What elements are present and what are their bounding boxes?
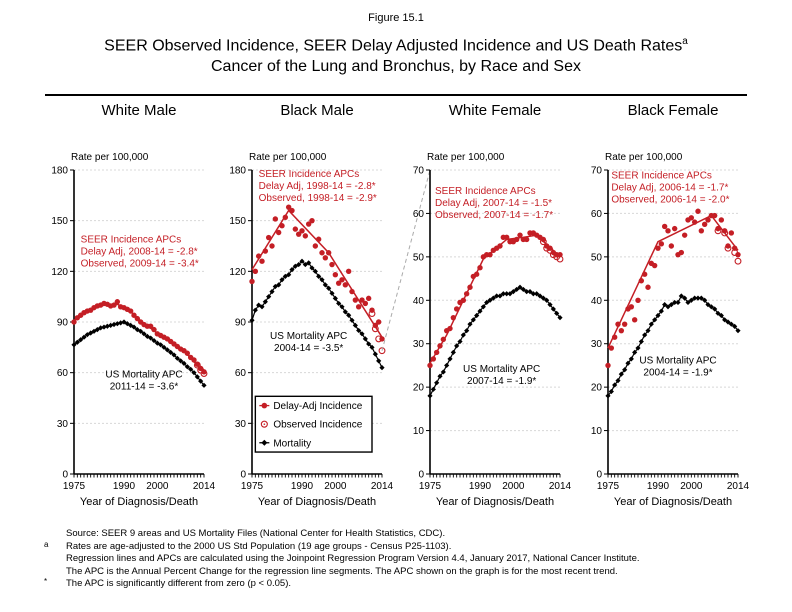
x-tick-label: 2014	[370, 481, 394, 492]
chart-white-female	[392, 122, 570, 522]
x-tick-label: 2000	[502, 481, 525, 492]
legend-item-label: Observed Incidence	[273, 419, 363, 431]
panel-title: Black Female	[627, 102, 719, 119]
data-point-delay-adj	[293, 226, 298, 231]
data-point-delay-adj	[705, 217, 710, 222]
footnote-marker: a	[44, 539, 49, 549]
y-axis-title: Rate per 100,000	[427, 152, 505, 163]
data-point-delay-adj	[273, 216, 278, 221]
y-tick-label: 40	[412, 295, 424, 307]
x-tick-label: 1975	[418, 481, 442, 492]
y-tick-label: 70	[590, 165, 602, 177]
data-point-delay-adj	[256, 253, 261, 258]
data-point-delay-adj	[547, 245, 552, 250]
annotation-incidence: SEER Incidence APCs	[80, 234, 182, 246]
data-point-delay-adj	[497, 243, 502, 248]
data-point-delay-adj	[692, 219, 697, 224]
annotation-incidence: Observed, 1998-14 = -2.9*	[258, 192, 377, 204]
data-point-delay-adj	[514, 237, 519, 242]
x-axis-title: Year of Diagnosis/Death	[435, 496, 555, 508]
x-tick-label: 1990	[468, 481, 492, 492]
data-point-delay-adj	[363, 301, 368, 306]
data-point-delay-adj	[266, 235, 271, 240]
data-point-delay-adj	[303, 233, 308, 238]
data-point-mortality	[427, 393, 432, 398]
data-point-delay-adj	[369, 307, 374, 312]
data-point-delay-adj	[689, 215, 694, 220]
annotation-mortality: US Mortality APC	[105, 369, 183, 381]
data-point-delay-adj	[191, 357, 196, 362]
footnote-apc	[44, 566, 774, 579]
data-point-delay-adj	[612, 335, 617, 340]
data-point-delay-adj	[185, 351, 190, 356]
x-tick-label: 2000	[146, 481, 169, 492]
data-point-delay-adj	[323, 255, 328, 260]
annotation-mortality: 2007-14 = -1.9*	[467, 375, 537, 387]
x-tick-label: 2000	[324, 481, 347, 492]
data-point-delay-adj	[477, 265, 482, 270]
x-tick-label: 1975	[596, 481, 620, 492]
data-point-delay-adj	[379, 336, 384, 341]
data-point-delay-adj	[454, 306, 459, 311]
x-tick-label: 1990	[112, 481, 136, 492]
legend-item-label: Delay-Adj Incidence	[273, 401, 363, 413]
annotation-incidence: Observed, 2009-14 = -3.4*	[80, 258, 199, 270]
data-point-delay-adj	[376, 319, 381, 324]
data-point-delay-adj	[279, 223, 284, 228]
data-point-delay-adj	[249, 279, 254, 284]
y-axis-title: Rate per 100,000	[71, 152, 149, 163]
data-point-delay-adj	[722, 228, 727, 233]
y-tick-label: 60	[412, 208, 424, 220]
figure-label: Figure 15.1	[368, 12, 424, 24]
title-divider-rule	[45, 94, 747, 96]
annotation-mortality: 2011-14 = -3.6*	[109, 381, 179, 393]
panel-black-male	[214, 100, 392, 525]
page-title-line2: Cancer of the Lung and Bronchus, by Race and Sex	[210, 58, 581, 75]
data-point-delay-adj	[695, 209, 700, 214]
data-point-delay-adj	[128, 308, 133, 313]
y-tick-label: 0	[62, 469, 68, 481]
y-tick-label: 150	[51, 216, 68, 228]
data-point-mortality	[373, 351, 378, 356]
legend-open-circle-dot	[264, 423, 266, 425]
footnote-text: Rates are age-adjusted to the 2000 US Std Population (19 age groups - Census P25-1103).	[66, 540, 452, 552]
panel-white-female	[392, 100, 570, 525]
data-point-delay-adj	[343, 282, 348, 287]
data-point-delay-adj	[313, 243, 318, 248]
annotation-mortality: 2004-14 = -3.5*	[274, 342, 344, 354]
data-point-delay-adj	[349, 289, 354, 294]
data-point-mortality	[434, 380, 439, 385]
footnote-text: The APC is significantly different from zero (p < 0.05).	[66, 578, 292, 589]
annotation-incidence: Observed, 2007-14 = -1.7*	[435, 209, 554, 221]
y-tick-label: 20	[590, 382, 602, 394]
data-point-delay-adj	[276, 230, 281, 235]
x-tick-label: 1990	[646, 481, 670, 492]
charts-row	[36, 100, 756, 525]
data-point-delay-adj	[669, 243, 674, 248]
y-tick-label: 30	[56, 418, 68, 430]
data-point-delay-adj	[269, 243, 274, 248]
data-point-delay-adj	[679, 250, 684, 255]
data-point-delay-adj	[437, 343, 442, 348]
y-tick-label: 10	[412, 426, 424, 438]
panel-black-female	[570, 100, 748, 525]
y-tick-label: 30	[590, 339, 602, 351]
y-tick-label: 50	[412, 252, 424, 264]
y-tick-label: 90	[234, 317, 246, 329]
footnote-regression	[44, 553, 774, 566]
annotation-mortality: US Mortality APC	[639, 355, 717, 367]
data-point-delay-adj	[517, 232, 522, 237]
data-point-delay-adj	[729, 230, 734, 235]
data-point-delay-adj	[665, 228, 670, 233]
data-point-delay-adj	[524, 237, 529, 242]
y-tick-label: 120	[51, 266, 68, 278]
data-point-delay-adj	[451, 315, 456, 320]
data-point-delay-adj	[427, 363, 432, 368]
panel-title: White Female	[448, 102, 542, 119]
y-tick-label: 60	[590, 208, 602, 220]
annotation-mortality: 2004-14 = -1.9*	[643, 367, 713, 379]
data-point-delay-adj	[712, 213, 717, 218]
y-tick-label: 180	[51, 165, 68, 177]
data-point-delay-adj	[467, 285, 472, 290]
data-point-delay-adj	[719, 217, 724, 222]
x-tick-label: 2014	[548, 481, 572, 492]
data-point-delay-adj	[461, 298, 466, 303]
title-text: SEER Observed Incidence, SEER Delay Adjusted Incidence and US Death Rates	[104, 37, 683, 55]
data-point-delay-adj	[329, 262, 334, 267]
annotation-incidence: Delay Adj, 2007-14 = -1.5*	[435, 197, 553, 209]
data-point-delay-adj	[339, 277, 344, 282]
chart-black-female	[570, 122, 748, 522]
annotation-mortality: US Mortality APC	[270, 330, 348, 342]
data-point-mortality	[447, 356, 452, 361]
chart-white-male	[36, 122, 214, 522]
footnote-marker	[44, 526, 66, 539]
data-point-delay-adj	[504, 235, 509, 240]
data-point-delay-adj	[464, 291, 469, 296]
x-axis-title: Year of Diagnosis/Death	[257, 496, 377, 508]
data-point-delay-adj	[655, 245, 660, 250]
data-point-delay-adj	[541, 237, 546, 242]
data-point-delay-adj	[615, 321, 620, 326]
data-point-delay-adj	[333, 272, 338, 277]
y-tick-label: 0	[240, 469, 246, 481]
data-point-delay-adj	[645, 285, 650, 290]
y-tick-label: 40	[590, 295, 602, 307]
data-point-delay-adj	[316, 237, 321, 242]
data-point-delay-adj	[662, 224, 667, 229]
data-point-delay-adj	[441, 337, 446, 342]
page-title-line1	[0, 36, 792, 55]
y-tick-label: 30	[412, 339, 424, 351]
legend-item-label: Mortality	[273, 438, 312, 450]
y-tick-label: 30	[234, 418, 246, 430]
data-point-delay-adj	[629, 304, 634, 309]
panel-title: Black Male	[280, 102, 354, 119]
data-point-mortality	[639, 339, 644, 344]
data-point-delay-adj	[115, 299, 120, 304]
y-tick-label: 0	[596, 469, 602, 481]
panel-title: White Male	[101, 102, 177, 119]
data-point-delay-adj	[299, 228, 304, 233]
data-point-delay-adj	[715, 226, 720, 231]
data-point-delay-adj	[253, 269, 258, 274]
annotation-mortality: US Mortality APC	[463, 363, 541, 375]
y-tick-label: 10	[590, 426, 602, 438]
title-footnote-marker: a	[682, 36, 688, 47]
y-axis-title: Rate per 100,000	[249, 152, 327, 163]
data-point-delay-adj	[346, 269, 351, 274]
y-tick-label: 120	[229, 266, 246, 278]
y-tick-label: 90	[56, 317, 68, 329]
footnote-marker: *	[44, 577, 48, 586]
y-tick-label: 60	[234, 368, 246, 380]
data-point-delay-adj	[732, 245, 737, 250]
y-tick-label: 0	[418, 469, 424, 481]
data-point-delay-adj	[71, 319, 76, 324]
data-point-delay-adj	[283, 215, 288, 220]
y-tick-label: 20	[412, 382, 424, 394]
x-axis-title: Year of Diagnosis/Death	[79, 496, 199, 508]
footnote-significance	[44, 578, 774, 591]
data-point-delay-adj	[652, 263, 657, 268]
y-tick-label: 50	[590, 252, 602, 264]
data-point-delay-adj	[356, 304, 361, 309]
chart-black-male	[214, 122, 392, 522]
y-tick-label: 60	[56, 368, 68, 380]
data-point-delay-adj	[619, 328, 624, 333]
data-point-delay-adj	[474, 272, 479, 277]
y-tick-label: 150	[229, 216, 246, 228]
regression-line	[608, 216, 738, 348]
x-axis-title: Year of Diagnosis/Death	[613, 496, 733, 508]
data-point-delay-adj	[725, 243, 730, 248]
data-point-delay-adj	[605, 363, 610, 368]
footnote-text: Regression lines and APCs are calculated using the Joinpoint Regression Program Version 4.4, January 2017, National Cancer Institute.	[66, 553, 640, 564]
footnote-marker	[44, 564, 66, 577]
legend-filled-circle-icon	[262, 403, 268, 409]
panel-white-male	[36, 100, 214, 525]
data-point-delay-adj	[447, 326, 452, 331]
x-tick-label: 2014	[192, 481, 216, 492]
annotation-incidence: SEER Incidence APCs	[258, 168, 360, 180]
data-point-delay-adj	[609, 345, 614, 350]
data-point-mortality	[451, 350, 456, 355]
x-tick-label: 2014	[726, 481, 750, 492]
data-point-delay-adj	[672, 226, 677, 231]
data-point-delay-adj	[639, 278, 644, 283]
data-point-delay-adj	[434, 350, 439, 355]
data-point-delay-adj	[735, 252, 740, 257]
data-point-delay-adj	[702, 222, 707, 227]
y-axis-title: Rate per 100,000	[605, 152, 683, 163]
annotation-incidence: Delay Adj, 1998-14 = -2.8*	[258, 180, 376, 192]
x-tick-label: 2000	[680, 481, 703, 492]
data-point-delay-adj	[151, 327, 156, 332]
annotation-incidence: Delay Adj, 2008-14 = -2.8*	[80, 246, 198, 258]
data-point-mortality	[376, 358, 381, 363]
annotation-incidence: Observed, 2006-14 = -2.0*	[611, 194, 730, 206]
data-point-mortality	[379, 365, 384, 370]
data-point-delay-adj	[309, 218, 314, 223]
data-point-delay-adj	[289, 208, 294, 213]
data-point-mortality	[444, 363, 449, 368]
data-point-observed	[735, 258, 741, 264]
data-point-delay-adj	[699, 228, 704, 233]
data-point-delay-adj	[353, 297, 358, 302]
data-point-delay-adj	[487, 252, 492, 257]
annotation-incidence: SEER Incidence APCs	[611, 170, 712, 182]
annotation-incidence: Delay Adj, 2006-14 = -1.7*	[611, 182, 729, 194]
footnote-text: Source: SEER 9 areas and US Mortality Files (National Center for Health Statistics, CDC).	[66, 528, 446, 539]
data-point-delay-adj	[201, 369, 206, 374]
data-point-delay-adj	[642, 272, 647, 277]
y-tick-label: 180	[229, 165, 246, 177]
data-point-delay-adj	[659, 241, 664, 246]
x-tick-label: 1975	[240, 481, 264, 492]
data-point-delay-adj	[635, 298, 640, 303]
footnote-marker	[44, 551, 66, 564]
footnote-text: The APC is the Annual Percent Change for the regression line segments. The APC shown on the graph is for the most recent trend.	[66, 565, 618, 577]
data-point-delay-adj	[622, 321, 627, 326]
data-point-delay-adj	[682, 232, 687, 237]
data-point-delay-adj	[263, 248, 268, 253]
x-tick-label: 1975	[62, 481, 86, 492]
x-tick-label: 1990	[290, 481, 314, 492]
annotation-incidence: SEER Incidence APCs	[435, 185, 536, 197]
data-point-delay-adj	[195, 362, 200, 367]
data-point-delay-adj	[326, 250, 331, 255]
data-point-delay-adj	[366, 296, 371, 301]
footnotes	[44, 528, 774, 591]
data-point-observed	[379, 348, 385, 354]
data-point-delay-adj	[319, 250, 324, 255]
footnote-a	[44, 541, 774, 554]
data-point-delay-adj	[632, 317, 637, 322]
y-tick-label: 70	[412, 165, 424, 177]
footnote-source	[44, 528, 774, 541]
data-point-delay-adj	[259, 259, 264, 264]
data-point-delay-adj	[431, 356, 436, 361]
data-point-delay-adj	[557, 252, 562, 257]
